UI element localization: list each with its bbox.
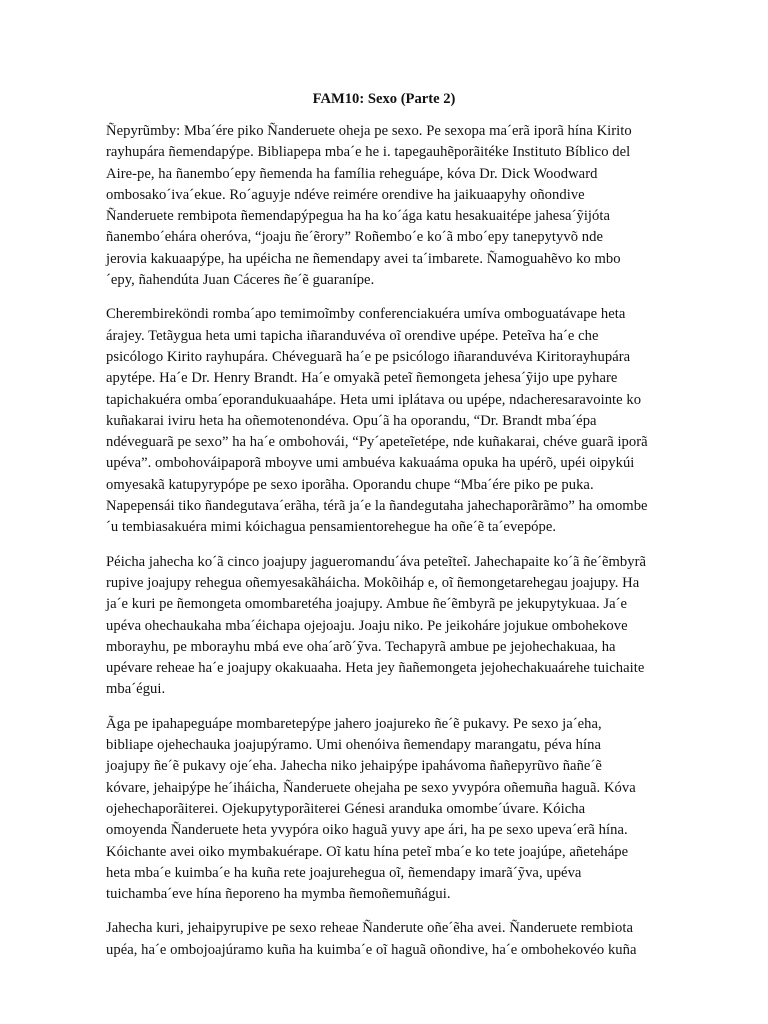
paragraph-4 (106, 714, 666, 906)
text-line: Napepensái tiko ñandegutava´erãha, térã ja´e la ñandegutaha jahechaporãrãmo” ha omombe (106, 498, 648, 515)
text-line: bibliape ojehechauka joajupýramo. Umi ohenóiva ñemendapy marangatu, péva hína (106, 737, 601, 754)
text-line: ndéveguarã pe sexo” ha ha´e ombohovái, “Py´apeteĩetépe, nde kuñakarai, chéve guarã iporã (106, 434, 648, 451)
text-line: árajey. Tetãygua heta umi tapicha iñaranduvéva oĩ orendive upépe. Peteĩva ha´e che (106, 327, 599, 344)
text-line: tuichamba´eve hína ñeporeno ha mymba ñemoñemuñágui. (106, 886, 451, 903)
text-line: Aire-pe, ha ñanembo´epy ñemenda ha família reheguápe, kóva Dr. Dick Woodward (106, 165, 598, 182)
text-line: apytépe. Ha´e Dr. Henry Brandt. Ha´e omyakã peteĩ ñemongeta jehesa´ỹijo upe pyhare (106, 370, 618, 387)
document-body (106, 121, 666, 974)
text-line: mba´égui. (106, 681, 166, 698)
text-line: omyesakã katupyrypópe pe sexo iporãha. Oporandu chupe “Mba´ére piko pe puka. (106, 476, 594, 493)
text-line: upéva ohechaukaha mba´éichapa ojejoaju. Joaju niko. Pe jeikoháre jojukue ombohekove (106, 617, 628, 634)
text-line: rayhupára ñemendapýpe. Bibliapepa mba´e he i. tapegauhẽporãitéke Instituto Bíblico del (106, 144, 631, 161)
document-title: FAM10: Sexo (Parte 2) (312, 91, 456, 107)
text-line: omoyenda Ñanderuete heta yvypóra oiko haguã yuvy ape ári, ha pe sexo upeva´erã hína. (106, 822, 628, 839)
text-line: Ñanderuete rembipota ñemendapýpegua ha ha ko´ága katu hesakuaitépe jahesa´ỹijóta (106, 208, 611, 225)
text-line: Ñepyrũmby: Mba´ére piko Ñanderuete oheja pe sexo. Pe sexopa ma´erã iporã hína Kirito (106, 123, 632, 139)
text-line: joajupy ñe´ẽ pukavy oje´eha. Jahecha niko jehaipýpe ipahávoma ñañepyrũvo ñañe´ẽ (106, 758, 602, 775)
text-line: ´epy, ñahendúta Juan Cáceres ñe´ẽ guaranípe. (106, 272, 375, 289)
text-line: psicólogo Kirito rayhupára. Chéveguarã ha´e pe psicólogo iñaranduvéva Kiritorayhupára (106, 348, 631, 365)
text-line: mborayhu, pe mborayhu mbá eve oha´arõ´ỹva. Techapyrã ambue pe jejohechakuaa, ha (106, 638, 616, 655)
text-line: Cherembireköndi romba´apo temimoĩmby conferenciakuéra umíva omboguatávape heta (106, 306, 626, 323)
paragraph-3 (106, 552, 666, 701)
paragraph-1 (106, 121, 666, 291)
text-line: upéva”. ombohováipaporã mboyve umi ambuéva kakuaáma opuka ha upérõ, upéi oipykúi (106, 455, 635, 472)
text-line: jerovia kakuaapýpe, ha upéicha ne ñemendapy avei ta´imbarete. Ñamoguahẽvo ko mbo (106, 250, 621, 267)
text-line: upévare reheae ha´e joajupy okakuaaha. Heta jey ñañemongeta jejohechakuaárehe tuichaite (106, 660, 645, 677)
text-line: kóvare, jehaipýpe he´iháicha, Ñanderuete ohejaha pe sexo yvypóra oñemuña haguã. Kóva (106, 779, 636, 796)
text-line: Péicha jahecha ko´ã cinco joajupy jagueromandu´áva peteĩteĩ. Jahechapaite ko´ã ñe´ẽmbyrã (106, 553, 647, 570)
paragraph-2 (106, 304, 666, 538)
text-line: ja´e kuri pe ñemongeta omombaretéha joajupy. Ambue ñe´ẽmbyrã pe jekupytykuaa. Ja´e (106, 596, 628, 613)
text-line: Kóichante avei oiko mymbakuérape. Oĩ katu hína peteĩ mba´e ko tete joajúpe, añeteháре (106, 843, 629, 860)
text-line: ojehechaporãiterei. Ojekupytyporãiterei Génesi aranduka omombe´úvare. Kóicha (106, 800, 586, 817)
text-line: upéa, ha´e ombojoajúramo kuña ha kuimba´e oĩ haguã oñondive, ha´e ombohekovéo kuña (106, 941, 637, 958)
text-line: tapichakuéra omba´eporandukuaahápe. Heta umi iplátava ou upépe, ndacheresaravointe ko (106, 391, 642, 408)
text-line: kuñakarai iviru heta ha oñemotenondéva. Opu´ã ha oporandu, “Dr. Brandt mba´épa (106, 412, 597, 429)
text-line: heta mba´e kuimba´e ha kuña rete joajurehegua oĩ, ñemendapy imarã´ỹva, upéva (106, 864, 582, 881)
text-line: ñanembo´ehára oheróva, “joaju ñe´ẽrory” Roñembo´e ko´ã mbo´epy tanepytyvõ nde (106, 229, 604, 246)
text-line: ombosako´iva´ekue. Ro´aguyje ndéve reimére orendive ha jaikuaapyhy oñondive (106, 186, 585, 203)
text-line: rupive joajupy rehegua oñemyesakãháicha. Mokõiháp e, oĩ ñemongetarehegau joajupy. Ha (106, 574, 640, 591)
text-line: ´u tembiasakuéra mimi kóichagua pensamientorehegue ha oñe´ẽ ta´evepópe. (106, 519, 557, 536)
text-line: Ãga pe ipahapeguápe mombaretepýpe jahero joajureko ñe´ẽ pukavy. Pe sexo ja´eha, (106, 715, 602, 732)
paragraph-5 (106, 918, 666, 961)
text-line: Jahecha kuri, jehaipyrupive pe sexo reheae Ñanderute oñe´ẽha avei. Ñanderuete rembiota (106, 920, 633, 937)
